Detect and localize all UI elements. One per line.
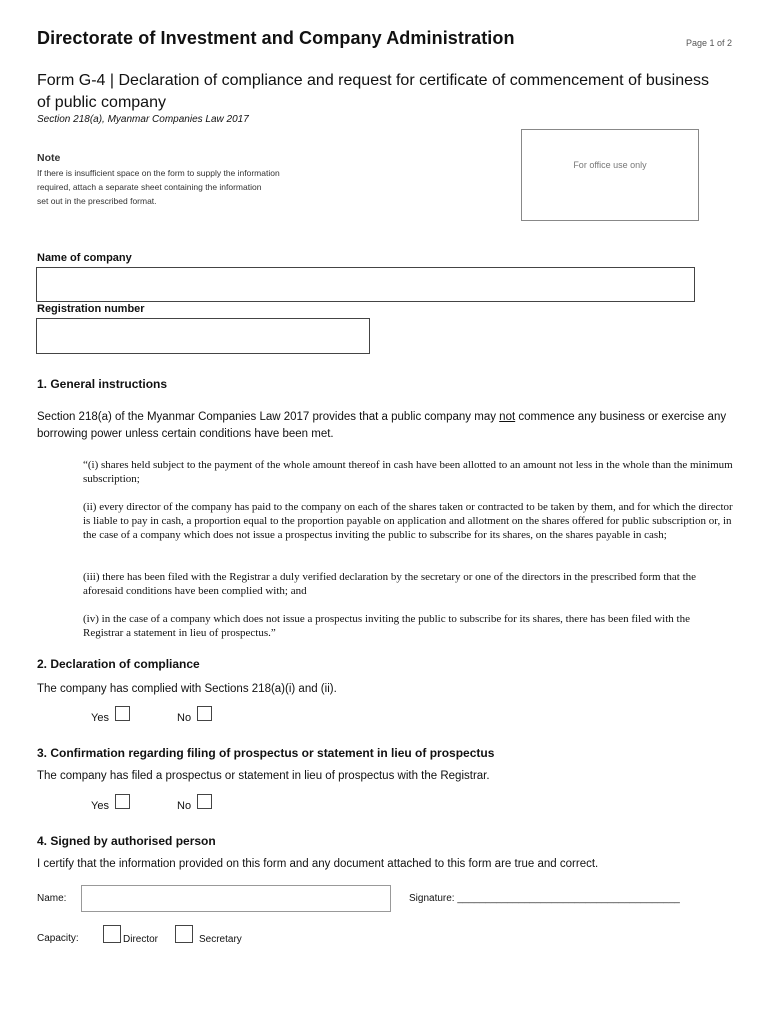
quote-paragraph: (ii) every director of the company has paid to the company on each of the shares taken or contracted to be taken by them, and for which the director is liable to pay in cash, a proportion equal to the proportion payable on application and allotment on the shares offered for public subscription or, in the case of a company which does not issue a prospectus inviting the public to subscribe for its shares, on the shares payable in cash;: [83, 501, 733, 541]
section-3-no-checkbox[interactable]: [197, 794, 212, 809]
office-use-box: [521, 129, 699, 221]
signer-name-input[interactable]: [81, 885, 391, 912]
section-2-yes-checkbox[interactable]: [115, 706, 130, 721]
section-4-heading: 4. Signed by authorised person: [37, 834, 216, 848]
note-line: set out in the prescribed format.: [37, 196, 157, 206]
signature-line[interactable]: Signature: ________________________________________: [409, 893, 680, 904]
section-2-no-label: No: [177, 712, 192, 724]
quote-paragraph: “(i) shares held subject to the payment of the whole amount thereof in cash have been allotted to an amount not less in the whole than the minimum subscription;: [83, 459, 733, 485]
intro-emphasis: not: [499, 411, 516, 423]
company-name-label: Name of company: [37, 252, 132, 264]
secretary-checkbox[interactable]: [175, 925, 193, 943]
section-1-intro: [37, 409, 737, 443]
section-reference: Section 218(a), Myanmar Companies Law 2017: [37, 114, 249, 125]
quote-paragraph: (iii) there has been filed with the Registrar a duly verified declaration by the secretary or one of the directors in the prescribed form that the aforesaid conditions have been complied with; and: [83, 571, 697, 597]
secretary-label: Secretary: [199, 934, 242, 945]
intro-text: Section 218(a) of the Myanmar Companies Law 2017 provides that a public company may: [37, 411, 500, 423]
capacity-label: Capacity:: [37, 933, 79, 944]
section-2-heading: 2. Declaration of compliance: [37, 657, 200, 671]
section-2-text: The company has complied with Sections 218(a)(i) and (ii).: [37, 683, 337, 695]
form-title: Form G-4 | Declaration of compliance and request for certificate of commencement of business of public company: [37, 72, 710, 111]
note-line: If there is insufficient space on the form to supply the information: [37, 168, 280, 178]
section-3-heading: 3. Confirmation regarding filing of prospectus or statement in lieu of prospectus: [37, 746, 495, 760]
note-body: [37, 166, 367, 208]
section-3-yes-label: Yes: [91, 800, 109, 812]
section-1-heading: 1. General instructions: [37, 377, 168, 391]
office-use-label: For office use only: [573, 160, 647, 170]
section-2-no-checkbox[interactable]: [197, 706, 212, 721]
page-number: Page 1 of 2: [685, 38, 732, 48]
intro-text: commence any business or exercise any borrowing power unless certain conditions have been met.: [37, 411, 727, 440]
registration-number-label: Registration number: [37, 303, 145, 315]
note-line: required, attach a separate sheet containing the information: [37, 182, 262, 192]
director-label: Director: [123, 934, 159, 945]
section-3-text: The company has filed a prospectus or statement in lieu of prospectus with the Registrar.: [37, 770, 490, 782]
section-3-yes-checkbox[interactable]: [115, 794, 130, 809]
note-title: Note: [37, 152, 61, 164]
company-name-input[interactable]: [36, 267, 695, 302]
signer-name-label: Name:: [37, 893, 67, 904]
section-4-text: I certify that the information provided on this form and any document attached to this form are true and correct.: [37, 858, 599, 870]
section-2-yes-label: Yes: [91, 712, 109, 724]
section-3-no-label: No: [177, 800, 192, 812]
director-checkbox[interactable]: [103, 925, 121, 943]
quote-paragraph: (iv) in the case of a company which does not issue a prospectus inviting the public to subscribe for its shares, there has been filed with the Registrar a statement in lieu of prospectus.”: [83, 613, 690, 639]
registration-number-input[interactable]: [36, 318, 370, 354]
page-header-title: Directorate of Investment and Company Administration: [37, 28, 515, 48]
